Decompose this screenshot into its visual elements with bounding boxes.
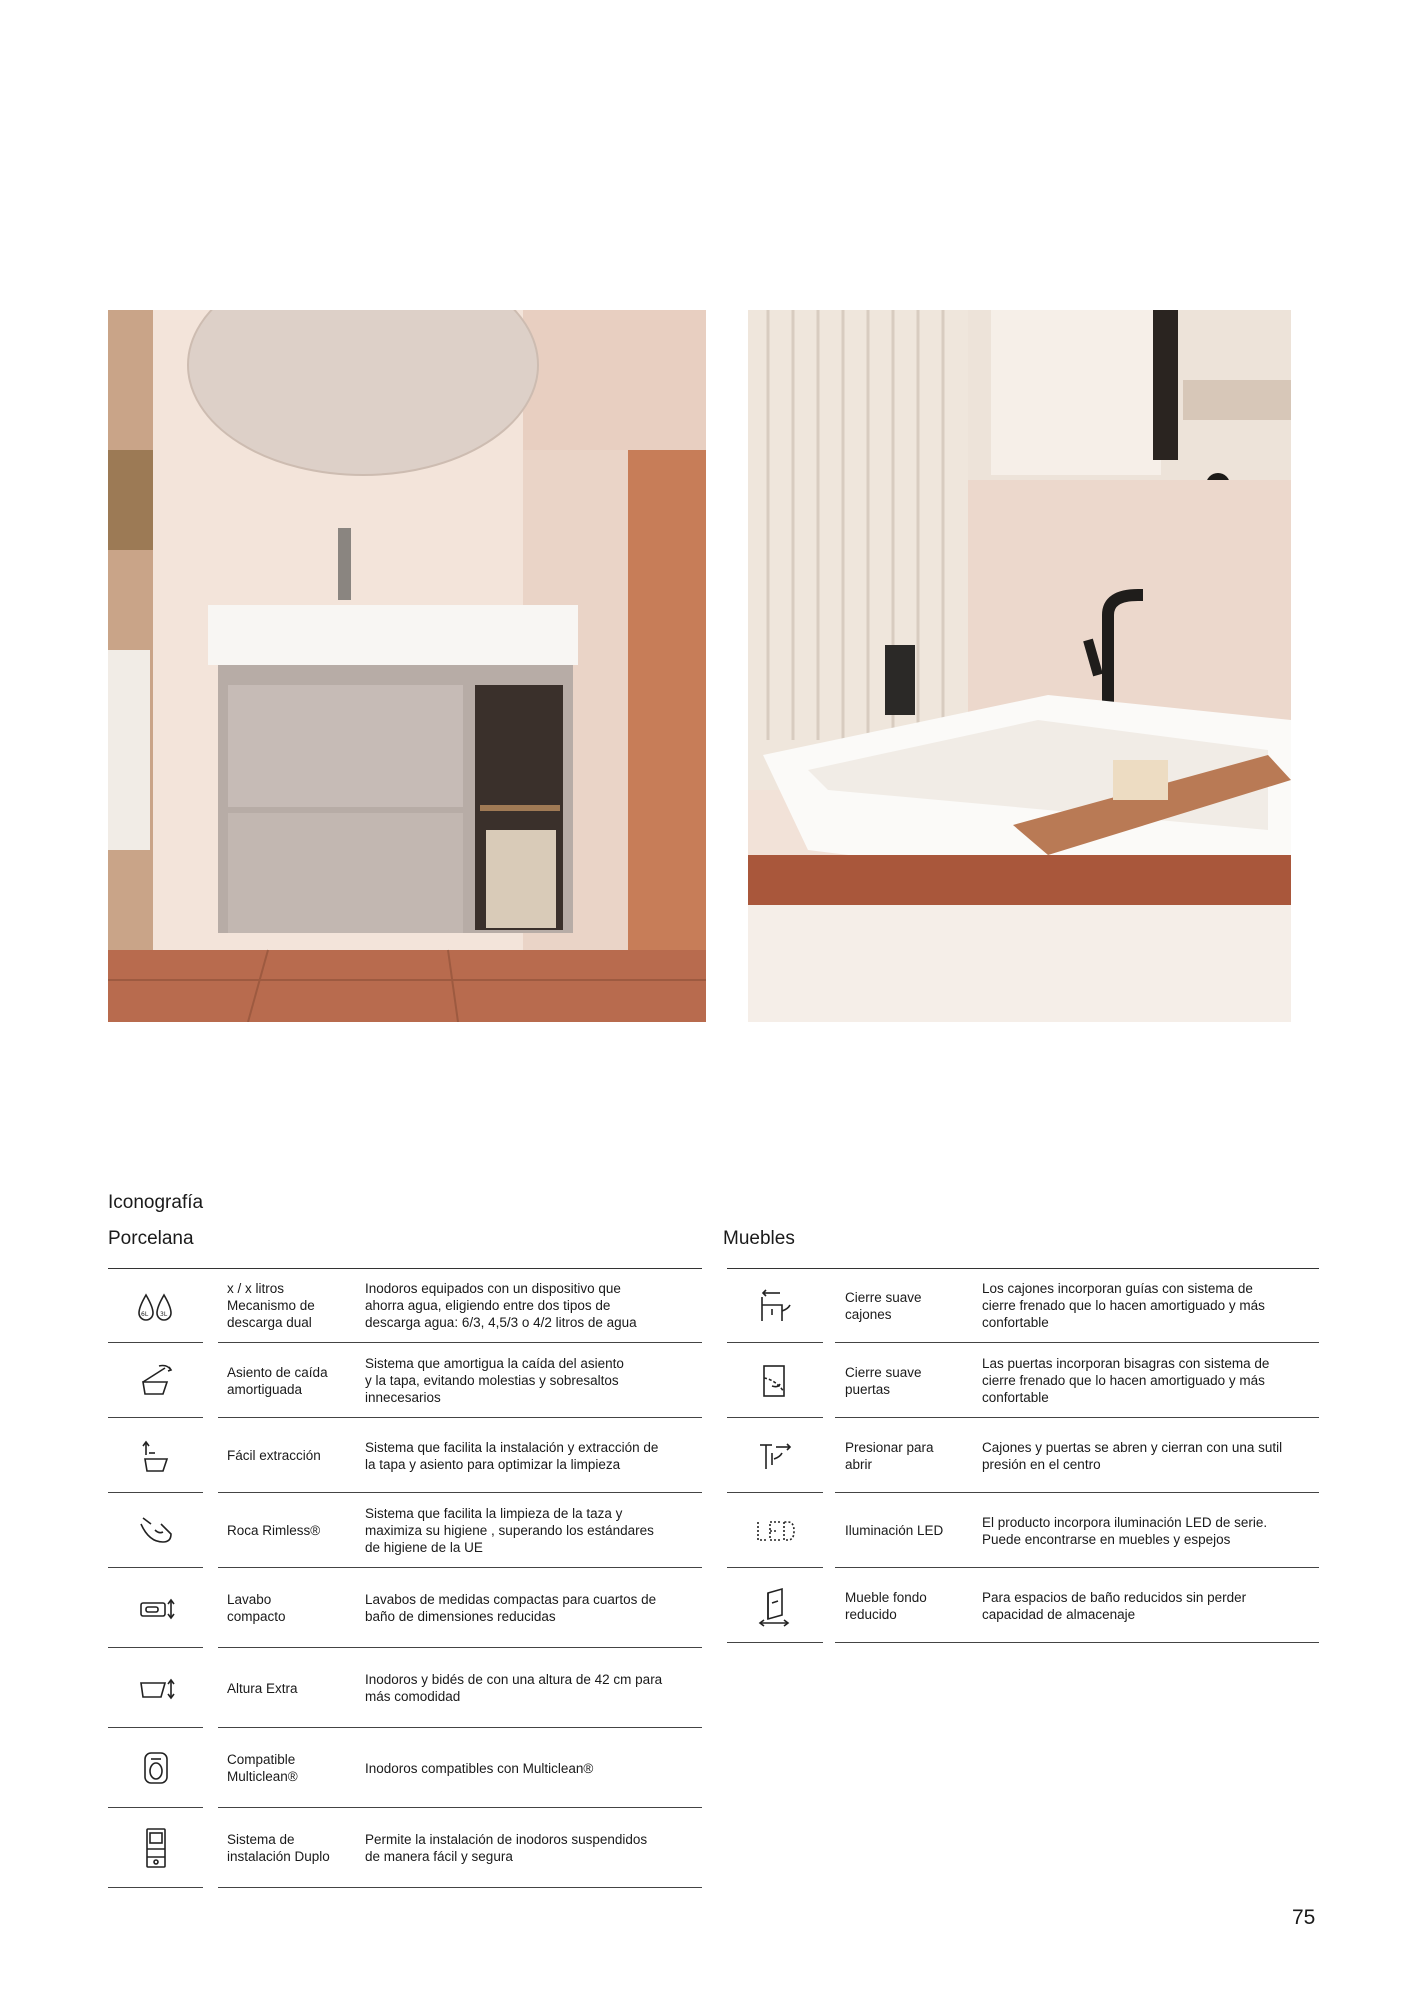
table-row [108, 1493, 702, 1568]
row-description: Lavabos de medidas compactas para cuartos de baño de dimensiones reducidas [365, 1592, 657, 1624]
row-label: Presionar para abrir [845, 1439, 934, 1472]
easy-removal-icon [108, 1418, 203, 1493]
dual-flush-drops-icon [108, 1268, 203, 1343]
row-description: Inodoros y bidés de con una altura de 42 cm para más comodidad [365, 1672, 663, 1704]
page-number: 75 [1292, 1906, 1316, 1929]
table-row [108, 1648, 702, 1728]
washbasin-countertop-photo [748, 310, 1291, 1022]
porcelana-heading: Porcelana [108, 1228, 194, 1249]
table-row [727, 1568, 1319, 1643]
duplo-frame-icon [108, 1808, 203, 1888]
bathroom-vanity-photo [108, 310, 706, 1022]
row-label: Cierre suave cajones [845, 1289, 922, 1322]
row-label: Mueble fondo reducido [845, 1589, 927, 1622]
soft-close-seat-icon [108, 1343, 203, 1418]
table-row [727, 1493, 1319, 1568]
row-description: Sistema que amortigua la caída del asiento y la tapa, evitando molestias y sobresaltos innecesarios [365, 1356, 624, 1405]
table-row [727, 1343, 1319, 1418]
row-description: Sistema que facilita la instalación y extracción de la tapa y asiento para optimizar la limpieza [365, 1439, 659, 1472]
row-label: Compatible Multiclean® [227, 1752, 298, 1784]
row-label: Lavabo compacto [227, 1592, 286, 1624]
table-row [108, 1418, 702, 1493]
row-description: Permite la instalación de inodoros suspendidos de manera fácil y segura [365, 1832, 648, 1864]
row-label: Asiento de caída amortiguada [227, 1364, 328, 1397]
multiclean-icon [108, 1728, 203, 1808]
row-label: Roca Rimless® [227, 1523, 321, 1538]
row-description: Los cajones incorporan guías con sistema de cierre frenado que lo hacen amortiguado y más confortable [982, 1281, 1265, 1330]
table-row [108, 1808, 702, 1888]
section-title: Iconografía [108, 1192, 204, 1213]
svg-text:6L: 6L [140, 1310, 148, 1318]
compact-basin-icon [108, 1568, 203, 1648]
table-row [108, 1728, 702, 1808]
led-icon [727, 1493, 823, 1568]
row-label: Cierre suave puertas [845, 1364, 922, 1397]
row-description: Inodoros equipados con un dispositivo que ahorra agua, eligiendo entre dos tipos de descarga agua: 6/3, 4,5/3 o 4/2 litros de agua [365, 1281, 637, 1330]
row-label: Altura Extra [227, 1680, 298, 1696]
table-row [108, 1268, 702, 1343]
table-row [727, 1268, 1319, 1343]
row-description: Las puertas incorporan bisagras con sistema de cierre frenado que lo hacen amortiguado y más confortable [982, 1356, 1270, 1405]
row-description: Para espacios de baño reducidos sin perder capacidad de almacenaje [982, 1589, 1247, 1622]
soft-close-drawer-icon [727, 1268, 823, 1343]
muebles-heading: Muebles [723, 1228, 795, 1249]
reduced-depth-icon [727, 1568, 823, 1643]
row-description: Inodoros compatibles con Multiclean® [365, 1760, 594, 1776]
row-description: Sistema que facilita la limpieza de la taza y maximiza su higiene , superando los estándares de higiene de la UE [365, 1506, 654, 1555]
svg-text:3L: 3L [159, 1310, 167, 1318]
table-row [108, 1343, 702, 1418]
row-label: x / x litros Mecanismo de descarga dual [227, 1281, 315, 1330]
soft-close-door-icon [727, 1343, 823, 1418]
push-to-open-icon [727, 1418, 823, 1493]
table-row [108, 1568, 702, 1648]
row-description: Cajones y puertas se abren y cierran con una sutil presión en el centro [982, 1439, 1283, 1472]
row-label: Fácil extracción [227, 1448, 321, 1463]
rimless-icon [108, 1493, 203, 1568]
row-label: Sistema de instalación Duplo [227, 1832, 330, 1864]
extra-height-icon [108, 1648, 203, 1728]
table-row [727, 1418, 1319, 1493]
row-description: El producto incorpora iluminación LED de serie. Puede encontrarse en muebles y espejos [982, 1514, 1268, 1547]
row-label: Iluminación LED [845, 1523, 944, 1538]
